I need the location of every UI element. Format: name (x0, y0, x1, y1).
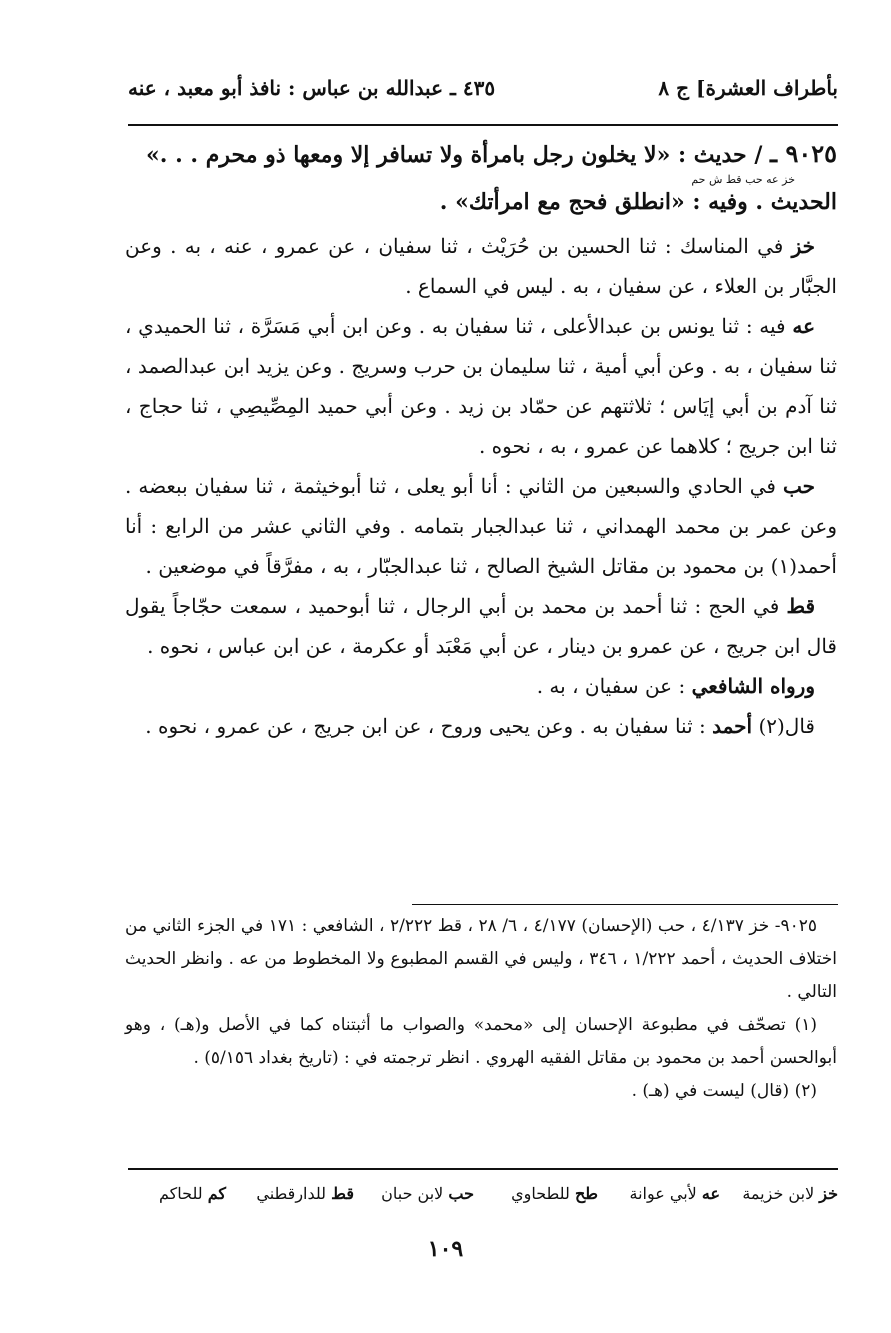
hadith-continuation: الحديث . وفيه : «انطلق فحج مع امرأتك» . (439, 189, 837, 215)
footnote-main: ٩٠٢٥- خز ٤/١٣٧ ، حب (الإحسان) ٤/١٧٧ ، ٦/ ٢٨ ، قط ٢/٢٢٢ ، الشافعي : ١٧١ في الجزء الثاني من اختلاف الحديث ، أحمد ١/٢٢٢ ، ٣٤٦ ، وليس في القسم المطبوع ولا المخطوط من عه . وانظر الحديث التالي . (125, 916, 837, 1002)
source-code: عه (792, 314, 816, 338)
paragraph-khuz (125, 226, 837, 306)
paragraph-text: : ثنا سفيان به . وعن يحيى وروح ، عن ابن جريج ، عن عمرو ، نحوه . (145, 714, 706, 738)
source-code: حب (782, 474, 815, 498)
legend-item: قط للدارقطني (256, 1184, 354, 1203)
footnote-1: (١) تصحّف في مطبوعة الإحسان إلى «محمد» والصواب ما أثبتناه كما في الأصل و(هـ) ، وهو أبوالحسن أحمد بن محمود بن مقاتل الفقيه الهروي . انظر ترجمته في : (تاريخ بغداد ٥/١٥٦) . (125, 1015, 837, 1068)
header-chapter-title: ٤٣٥ ـ عبدالله بن عباس : نافذ أبو معبد ، عنه (128, 76, 496, 100)
paragraph-ah (125, 306, 837, 466)
hadith-text: حديث : «لا يخلون رجل بامرأة ولا تسافر إلا ومعها ذو محرم . . .» (146, 142, 747, 168)
header-rule (128, 124, 838, 126)
paragraph-prefix: قال(٢) (758, 714, 815, 738)
paragraph-qt (125, 586, 837, 666)
hadith-headline (127, 140, 837, 169)
paragraph-hb (125, 466, 837, 586)
paragraph-shafii (125, 666, 837, 706)
footnotes (125, 910, 837, 1108)
header-book-title: بأطراف العشرة] ج ٨ (658, 76, 838, 100)
legend-rule (128, 1168, 838, 1170)
paragraph-text: في الحادي والسبعين من الثاني : أنا أبو يعلى ، ثنا أبوخيثمة ، ثنا سفيان ببعضه . وعن عمر بن محمد الهمداني ، ثنا عبدالجبار بتمامه . وفي الثاني عشر من الرابع : أنا أحمد(١) بن محمود بن مقاتل الشيخ الصالح ، ثنا عبدالجبّار ، به ، مفرَّقاً في موضعين . (125, 474, 837, 578)
paragraph-text: فيه : ثنا يونس بن عبدالأعلى ، ثنا سفيان به . وعن ابن أبي مَسَرَّة ، ثنا الحميدي ، ثنا سفيان ، به . وعن أبي أمية ، ثنا سليمان بن حرب وسريج . وعن يزيد ابن عبدالصمد ، ثنا آدم بن أبي إيَاس ؛ ثلاثتهم عن حمّاد بن زيد . وعن أبي حميد المِصِّيصِي ، ثنا حجاج ، ثنا ابن جريج ؛ كلاهما عن عمرو ، به ، نحوه . (125, 314, 838, 458)
hadith-sigla: خز عه حب قط ش حم (691, 173, 795, 186)
legend-item: عه لأبي عوانة (629, 1184, 720, 1203)
hadith-slash: / (754, 142, 763, 168)
paragraph-text: في الحج : ثنا أحمد بن محمد بن أبي الرجال ، ثنا أبوحميد ، سمعت حجّاجاً يقول قال ابن جريج ، عن عمرو بن دينار ، عن أبي مَعْبَد أو عكرمة ، عن ابن عباس ، نحوه . (125, 594, 837, 658)
source-name: ورواه الشافعي (691, 674, 815, 698)
source-name: أحمد (712, 714, 753, 738)
source-code: قط (786, 594, 815, 618)
running-header (128, 72, 838, 112)
footnote-2: (٢) (قال) ليست في (هـ) . (631, 1081, 817, 1101)
hadith-number: ٩٠٢٥ ـ (770, 139, 837, 168)
paragraph-ahmad (125, 706, 837, 746)
legend-item: خز لابن خزيمة (742, 1184, 838, 1203)
legend-row (128, 1184, 838, 1214)
main-text (125, 226, 837, 746)
legend-item: كم للحاكم (159, 1184, 226, 1203)
page-number: ١٠٩ (427, 1236, 464, 1262)
legend-item: حب لابن حبان (381, 1184, 474, 1203)
paragraph-text: في المناسك : ثنا الحسين بن حُرَيْث ، ثنا سفيان ، عن عمرو ، عنه ، به . وعن الجبَّار بن العلاء ، عن سفيان ، به . ليس في السماع . (125, 234, 837, 298)
source-code: خز (791, 234, 815, 258)
legend-item: طح للطحاوي (511, 1184, 598, 1203)
footnote-rule (412, 904, 838, 905)
paragraph-text: : عن سفيان ، به . (536, 674, 686, 698)
